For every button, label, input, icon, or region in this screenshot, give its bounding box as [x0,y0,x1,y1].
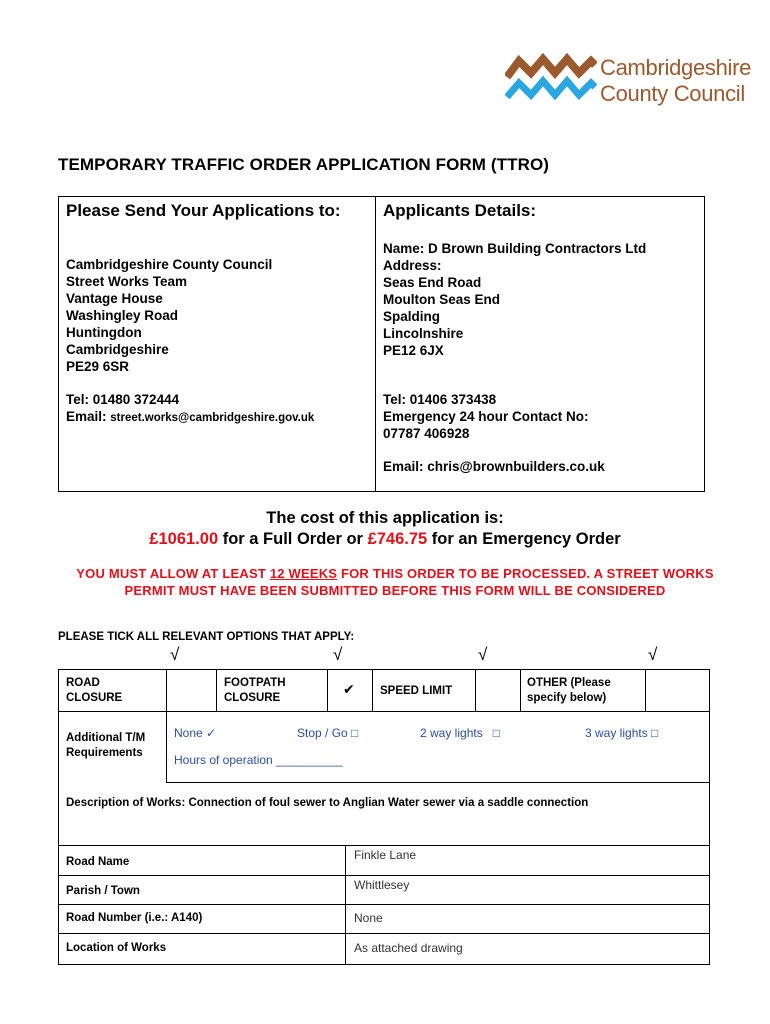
road-closure-checkbox[interactable] [167,670,216,711]
cost-amounts [0,530,770,549]
location-label: Location of Works [66,942,167,954]
address-line: Vantage House [66,291,163,306]
speed-limit-checkbox[interactable] [476,670,520,711]
send-to-tel: Tel: 01480 372444 [66,392,180,407]
address-line: Washingley Road [66,308,179,323]
cost-end-text: for an Emergency Order [427,530,621,548]
parish-town-label: Parish / Town [66,885,140,897]
logo-text [600,55,751,107]
other-checkbox[interactable] [646,670,709,711]
applicant-details [383,240,646,359]
cost-heading: The cost of this application is: [266,509,504,527]
tick-mark: √ [170,645,180,664]
send-to-email [66,408,314,427]
parish-town-value[interactable]: Whittlesey [354,878,410,892]
tm-requirements-label: Additional T/M Requirements [66,732,146,759]
applicant-name: Name: D Brown Building Contractors Ltd [383,241,647,256]
form-title: TEMPORARY TRAFFIC ORDER APPLICATION FORM (TTRO) [58,155,550,174]
address-line: Cambridgeshire [66,342,169,357]
warning-part2: FOR THIS ORDER TO BE PROCESSED. A STREET WORKS PERMIT MUST HAVE BEEN SUBMITTED BEFORE THIS FORM WILL BE CONSIDERED [124,566,714,598]
other-label: OTHER (Please specify below) [527,677,611,704]
address-line: Moulton Seas End [383,292,501,307]
tm-two-way-option[interactable] [420,726,500,741]
warning-part1: YOU MUST ALLOW AT LEAST [76,566,270,581]
full-order-amount: £1061.00 [149,530,219,548]
stop-go-label: Stop / Go [297,726,348,740]
address-line: PE29 6SR [66,359,130,374]
address-line: Spalding [383,309,440,324]
tick-instruction: PLEASE TICK ALL RELEVANT OPTIONS THAT APPLY: [58,631,355,643]
road-closure-label: ROAD CLOSURE [66,677,123,704]
address-line: PE12 6JX [383,343,444,358]
address-line: Seas End Road [383,275,482,290]
two-way-label: 2 way lights [420,726,483,740]
tick-mark: √ [478,645,488,664]
applicant-contact [383,391,589,442]
road-name-value[interactable]: Finkle Lane [354,848,417,862]
footpath-closure-checkbox[interactable]: ✔ [343,681,355,697]
processing-warning [60,565,730,599]
email-label: Email: [66,409,111,424]
council-logo [505,53,765,111]
road-name-label: Road Name [66,856,130,868]
applicant-email: Email: chris@brownbuilders.co.uk [383,459,605,474]
tick-mark: √ [648,645,658,664]
emergency-order-amount: £746.75 [367,530,428,548]
applicant-address-label: Address: [383,258,442,273]
applicant-heading: Applicants Details: [383,201,537,220]
tick-mark: √ [333,645,343,664]
tm-three-way-option[interactable] [585,726,658,741]
contact-box-divider [375,196,376,492]
tm-stop-go-option[interactable] [297,726,358,741]
road-number-label: Road Number (i.e.: A140) [66,912,203,924]
checkbox-icon[interactable]: □ [351,726,359,740]
warning-weeks: 12 WEEKS [269,566,338,581]
send-to-address [66,256,272,375]
cost-mid-text: for a Full Order or [218,530,368,548]
address-line: Lincolnshire [383,326,464,341]
address-line: Huntingdon [66,325,142,340]
applicant-tel: Tel: 01406 373438 [383,392,497,407]
logo-line2: County Council [600,81,745,106]
location-value[interactable]: As attached drawing [354,941,463,955]
checkbox-icon[interactable]: □ [651,726,659,740]
hours-of-operation[interactable]: Hours of operation __________ [174,753,343,767]
speed-limit-label: SPEED LIMIT [380,685,453,697]
road-number-value[interactable]: None [354,911,383,925]
footpath-closure-label: FOOTPATH CLOSURE [224,677,286,704]
checkbox-icon[interactable]: □ [492,726,500,740]
logo-mark-icon [505,53,597,105]
description-of-works: Description of Works: Connection of foul sewer to Anglian Water sewer via a saddle connection [66,797,589,809]
address-line: Street Works Team [66,274,188,289]
emergency-number: 07787 406928 [383,426,470,441]
tm-none-option[interactable]: None ✓ [174,726,217,740]
logo-line1: Cambridgeshire [600,55,752,80]
send-to-heading: Please Send Your Applications to: [66,201,341,220]
address-line: Cambridgeshire County Council [66,257,273,272]
three-way-label: 3 way lights [585,726,648,740]
email-link[interactable]: street.works@cambridgeshire.gov.uk [110,412,315,424]
emergency-label: Emergency 24 hour Contact No: [383,409,589,424]
